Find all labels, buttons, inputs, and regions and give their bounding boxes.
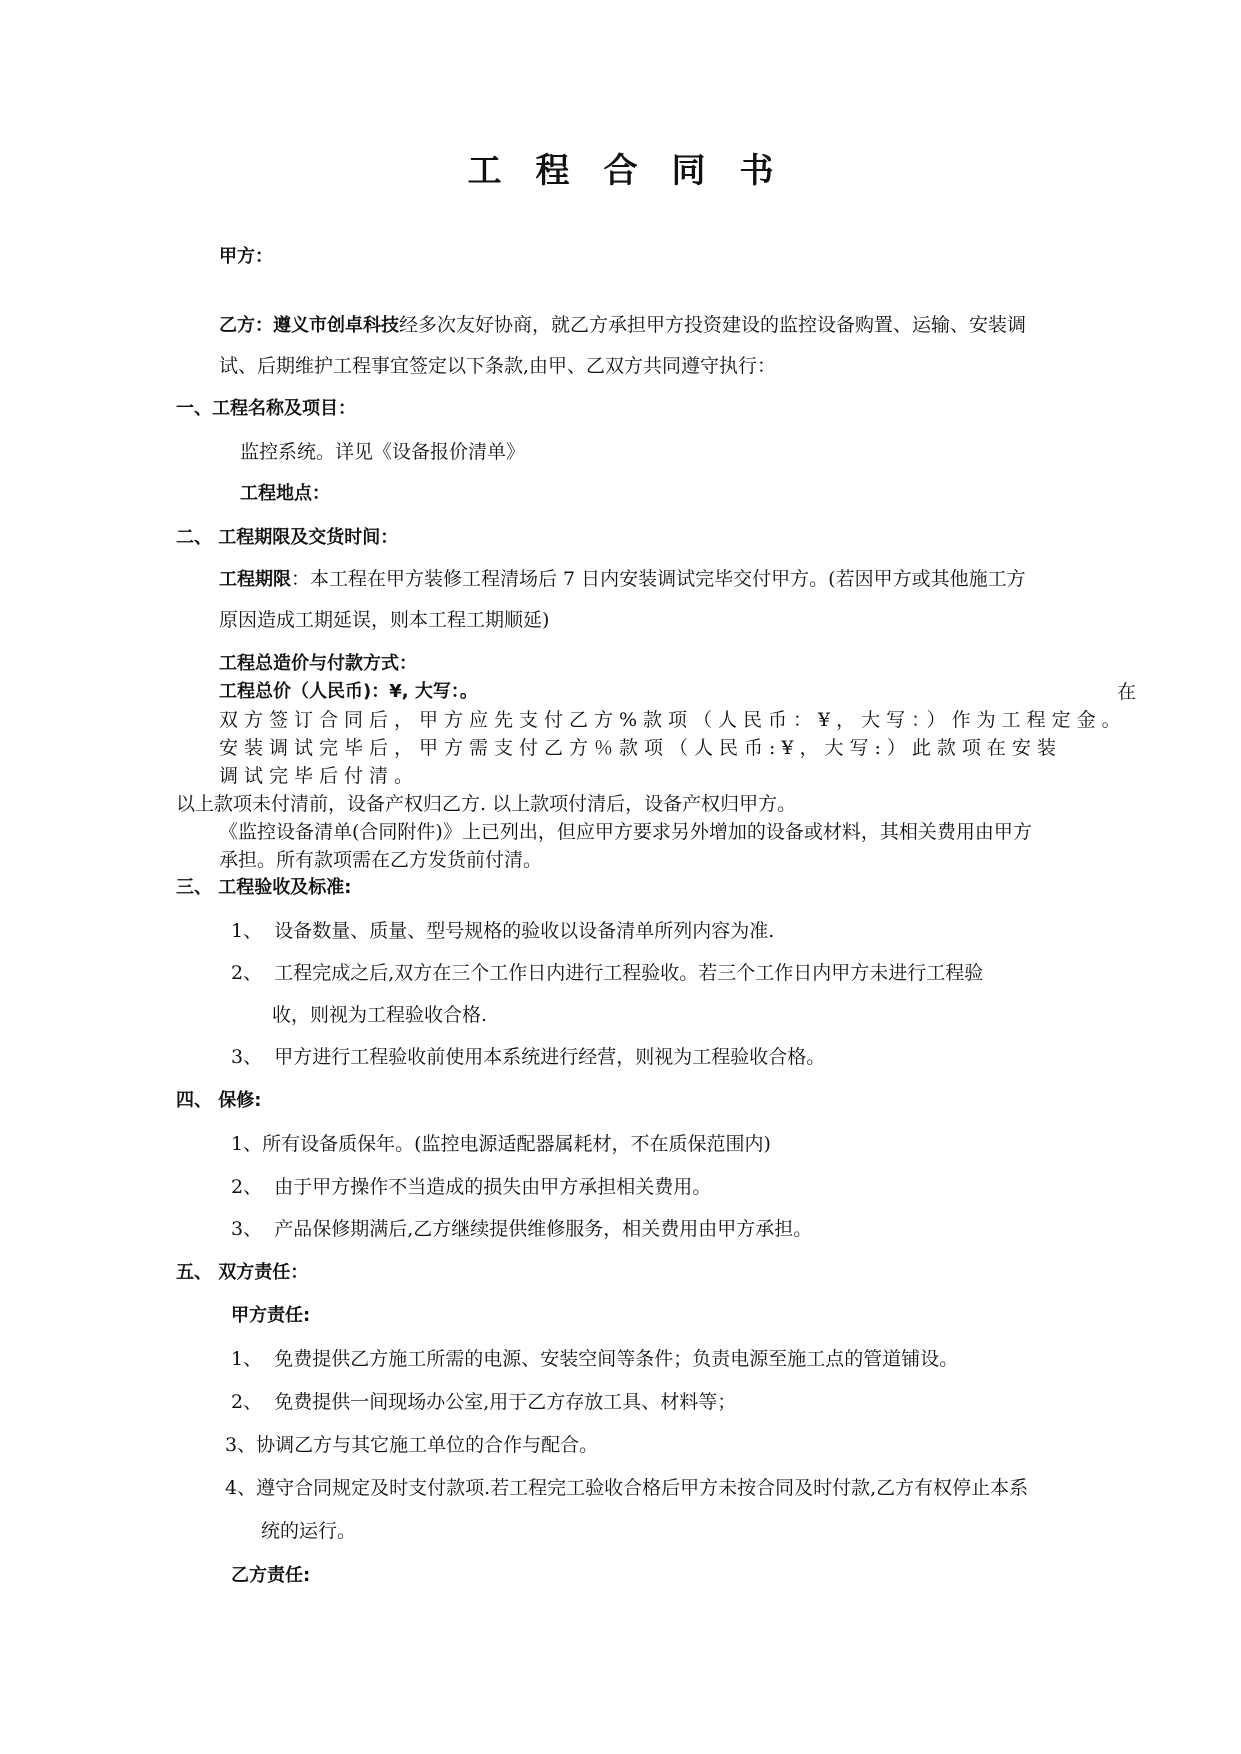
section-5-heading: 五、 双方责任： bbox=[176, 1262, 309, 1283]
party-b-line1 bbox=[219, 313, 1026, 338]
project-item: 监控系统。详见《设备报价清单》 bbox=[240, 441, 526, 463]
party-a-duty-4-cont: 统的运行。 bbox=[261, 1520, 357, 1542]
party-b-intro: 经多次友好协商，就乙方承担甲方投资建设的监控设备购置、运输、安装调 bbox=[399, 314, 1027, 336]
item-number: 1、 bbox=[231, 1133, 263, 1155]
item-number: 3、 bbox=[231, 1218, 263, 1240]
party-a-duties-heading: 甲方责任: bbox=[231, 1305, 311, 1326]
ownership-clause: 以上款项未付清前，设备产权归乙方. 以上款项付清后，设备产权归甲方。 bbox=[176, 793, 797, 815]
party-a-duty-4 bbox=[225, 1476, 1028, 1500]
item-text: 由于甲方操作不当造成的损失由甲方承担相关费用。 bbox=[274, 1176, 712, 1198]
party-a-label: 甲方： bbox=[219, 246, 273, 267]
section-1-heading: 一、工程名称及项目： bbox=[176, 398, 356, 419]
item-text: 工程完成之后,双方在三个工作日内进行工程验收。若三个工作日内甲方未进行工程验 bbox=[274, 962, 984, 984]
item-text: 设备数量、质量、型号规格的验收以设备清单所列内容为准. bbox=[274, 920, 775, 942]
payment-line2: 安装调试完毕后，甲方需支付乙方％款项（人民币:¥，大写:）此款项在安装 bbox=[219, 737, 1062, 759]
party-a-duty-3 bbox=[225, 1433, 598, 1457]
item-text: 协调乙方与其它施工单位的合作与配合。 bbox=[256, 1434, 599, 1456]
project-location: 工程地点： bbox=[240, 483, 330, 504]
acceptance-item-2 bbox=[231, 961, 983, 985]
item-number: 3、 bbox=[225, 1434, 257, 1456]
item-number: 2、 bbox=[231, 1176, 263, 1198]
period-line2: 原因造成工期延误，则本工程工期顺延) bbox=[219, 609, 550, 631]
party-a-duty-1 bbox=[231, 1347, 958, 1371]
section-3-heading: 三、 工程验收及标准: bbox=[176, 877, 352, 898]
price-tail: 在 bbox=[1117, 681, 1137, 703]
price-heading: 工程总造价与付款方式： bbox=[219, 653, 417, 674]
warranty-item-2 bbox=[231, 1175, 711, 1199]
page-title: 工程合同书 bbox=[467, 151, 808, 191]
acceptance-item-1 bbox=[231, 919, 774, 943]
item-text: 所有设备质保年。(监控电源适配器属耗材，不在质保范围内) bbox=[262, 1133, 771, 1155]
extra-equipment-line1: 《监控设备清单(合同附件)》上已列出，但应甲方要求另外增加的设备或材料，其相关费用由甲方 bbox=[219, 821, 1032, 843]
payment-line1: 双方签订合同后，甲方应先支付乙方%款项（人民币：¥，大写：）作为工程定金。 bbox=[219, 709, 1127, 731]
party-b-label: 乙方： bbox=[219, 315, 273, 336]
payment-line3: 调试完毕后付清。 bbox=[219, 765, 420, 787]
section-2-heading: 二、 工程期限及交货时间： bbox=[176, 527, 399, 548]
acceptance-item-3 bbox=[231, 1045, 825, 1069]
item-number: 4、 bbox=[225, 1477, 257, 1499]
item-number: 1、 bbox=[231, 1348, 263, 1370]
party-b-intro-cont: 试、后期维护工程事宜签定以下条款,由甲、乙双方共同遵守执行： bbox=[219, 355, 777, 377]
item-number: 2、 bbox=[231, 962, 263, 984]
party-a-duty-2 bbox=[231, 1390, 736, 1414]
section-4-heading: 四、 保修: bbox=[176, 1090, 262, 1111]
item-number: 2、 bbox=[231, 1391, 263, 1413]
period-line1 bbox=[219, 567, 1026, 592]
item-text: 免费提供乙方施工所需的电源、安装空间等条件；负责电源至施工点的管道铺设。 bbox=[274, 1348, 959, 1370]
warranty-item-3 bbox=[231, 1217, 812, 1241]
acceptance-item-2-cont: 收，则视为工程验收合格. bbox=[272, 1004, 488, 1026]
item-number: 1、 bbox=[231, 920, 263, 942]
extra-equipment-line2: 承担。所有款项需在乙方发货前付清。 bbox=[219, 849, 543, 871]
party-b-duties-heading: 乙方责任: bbox=[231, 1565, 311, 1586]
item-text: 免费提供一间现场办公室,用于乙方存放工具、材料等； bbox=[274, 1391, 737, 1413]
party-b-name: 遵义市创卓科技 bbox=[273, 315, 399, 336]
item-text: 产品保修期满后,乙方继续提供维修服务，相关费用由甲方承担。 bbox=[274, 1218, 813, 1240]
price-line: 工程总价（人民币)：¥, 大写：。 bbox=[219, 681, 478, 702]
item-number: 3、 bbox=[231, 1046, 263, 1068]
period-label: 工程期限 bbox=[219, 569, 291, 590]
warranty-item-1 bbox=[231, 1132, 771, 1156]
period-text: ：本工程在甲方装修工程清场后 7 日内安装调试完毕交付甲方。(若因甲方或其他施工方 bbox=[291, 568, 1026, 590]
item-text: 遵守合同规定及时支付款项.若工程完工验收合格后甲方未按合同及时付款,乙方有权停止本系 bbox=[256, 1477, 1029, 1499]
item-text: 甲方进行工程验收前使用本系统进行经营，则视为工程验收合格。 bbox=[274, 1046, 826, 1068]
